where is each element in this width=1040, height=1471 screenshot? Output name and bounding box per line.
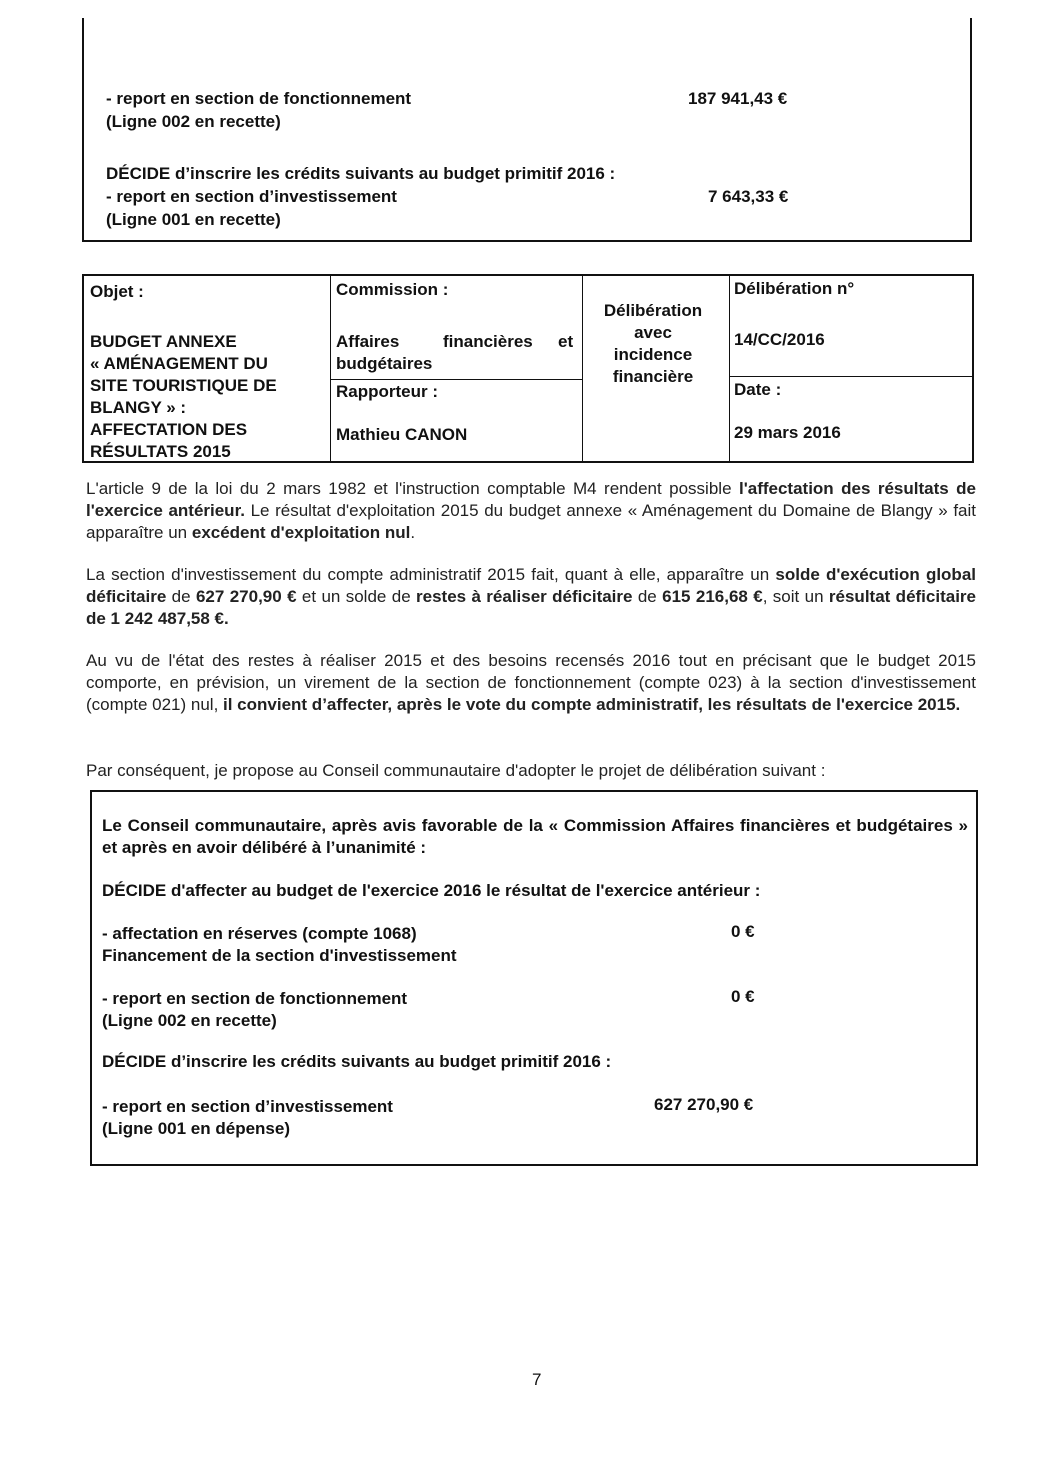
paragraph-proposition: Par conséquent, je propose au Conseil communautaire d'adopter le projet de délibération suivant : — [86, 761, 826, 780]
objet-line-5: AFFECTATION DES — [90, 420, 248, 439]
p1-text-c: Le résultat d'exploitation 2015 du budget annexe « Aménagement du Domaine de Blangy » fait apparaître un — [86, 501, 976, 542]
decision-amount-investissement: 627 270,90 € — [654, 1095, 754, 1114]
decision-sub-ligne-002: (Ligne 002 en recette) — [102, 1011, 277, 1030]
commission-word-et: et — [558, 332, 574, 351]
paragraph-section-investissement — [86, 564, 976, 630]
p3-text-a: Au vu de l'état des restes à réaliser 2015 et des besoins recensés 2016 tout en précisant que le budget 2015 comporte, en prévision, un virement de la section de fonctionnement (compte 023) à la section d'investissement (compte 021) nul, — [86, 651, 976, 714]
paragraph-article-9 — [86, 478, 976, 544]
p2-text-a: La section d'investissement du compte administratif 2015 fait, quant à elle, apparaître un — [86, 565, 776, 584]
decision-amount-fonctionnement: 0 € — [731, 987, 755, 1006]
decision-decide-affecter: DÉCIDE d'affecter au budget de l'exercice 2016 le résultat de l'exercice antérieur : — [102, 881, 761, 900]
incidence-line-4: financière — [612, 367, 694, 386]
objet-line-2: « AMÉNAGEMENT DU — [90, 354, 268, 373]
commission-label: Commission : — [336, 280, 449, 299]
deliberation-number-label: Délibération n° — [734, 279, 855, 298]
incidence-line-1: Délibération — [603, 301, 703, 320]
p2-bold-h: 615 216,68 € — [662, 587, 763, 606]
incidence-line-3: incidence — [613, 345, 693, 364]
p2-text-c: de — [166, 587, 196, 606]
deliberation-number-value: 14/CC/2016 — [734, 330, 825, 349]
top-amount-investissement: 7 643,33 € — [708, 187, 789, 206]
p2-text-g: de — [632, 587, 663, 606]
decision-intro: Le Conseil communautaire, après avis favorable de la « Commission Affaires financières et budgétaires » et après en avoir délibéré à l’unanimité : — [102, 816, 968, 857]
rapporteur-value: Mathieu CANON — [336, 425, 468, 444]
top-amount-fonctionnement: 187 941,43 € — [688, 89, 788, 108]
top-decide-text: DÉCIDE d’inscrire les crédits suivants au budget primitif 2016 : — [106, 164, 616, 183]
decision-amount-reserves: 0 € — [731, 922, 755, 941]
date-label: Date : — [734, 380, 782, 399]
p1-bold-b: l'affectation des résultats de l'exercice antérieur. — [86, 479, 977, 520]
decision-item-reserves: - affectation en réserves (compte 1068) — [102, 924, 417, 943]
p3-bold-b: il convient d’affecter, après le vote du compte administratif, les résultats de l'exercice 2015. — [223, 695, 961, 714]
paragraph-restes-a-realiser — [86, 650, 976, 716]
decision-item-fonctionnement: - report en section de fonctionnement — [102, 989, 408, 1008]
objet-line-1: BUDGET ANNEXE — [90, 332, 237, 351]
page-number: 7 — [532, 1370, 542, 1389]
date-value: 29 mars 2016 — [734, 423, 841, 442]
commission-word-affaires: Affaires — [336, 332, 400, 351]
p2-bold-f: restes à réaliser déficitaire — [416, 587, 633, 606]
p2-bold-b: solde d'exécution global déficitaire — [86, 565, 976, 606]
rapporteur-label: Rapporteur : — [336, 382, 438, 401]
p1-bold-d: excédent d'exploitation nul — [191, 523, 411, 542]
objet-line-3: SITE TOURISTIQUE DE — [90, 376, 277, 395]
decision-sub-ligne-001: (Ligne 001 en dépense) — [102, 1119, 290, 1138]
p2-bold-j: résultat déficitaire de 1 242 487,58 €. — [86, 587, 976, 628]
top-line-fonctionnement: - report en section de fonctionnement — [106, 89, 412, 108]
top-line-ligne-001: (Ligne 001 en recette) — [106, 210, 281, 229]
p2-bold-d: 627 270,90 € — [195, 587, 297, 606]
commission-line-2: budgétaires — [336, 354, 433, 373]
objet-line-4: BLANGY » : — [90, 398, 187, 417]
top-line-ligne-002: (Ligne 002 en recette) — [106, 112, 281, 131]
p1-text-a: L'article 9 de la loi du 2 mars 1982 et l'instruction comptable M4 rendent possible — [86, 479, 739, 498]
p1-text-e: . — [410, 523, 416, 542]
objet-label: Objet : — [90, 282, 144, 301]
p2-text-e: et un solde de — [296, 587, 417, 606]
decision-decide-inscrire: DÉCIDE d’inscrire les crédits suivants au budget primitif 2016 : — [102, 1052, 612, 1071]
commission-word-financieres: financières — [443, 332, 533, 351]
objet-line-6: RÉSULTATS 2015 — [90, 442, 231, 461]
p2-text-i: , soit un — [762, 587, 829, 606]
incidence-line-2: avec — [634, 323, 672, 342]
top-line-investissement: - report en section d’investissement — [106, 187, 397, 206]
decision-sub-financement: Financement de la section d'investissement — [102, 946, 457, 965]
decision-item-investissement: - report en section d’investissement — [102, 1097, 393, 1116]
